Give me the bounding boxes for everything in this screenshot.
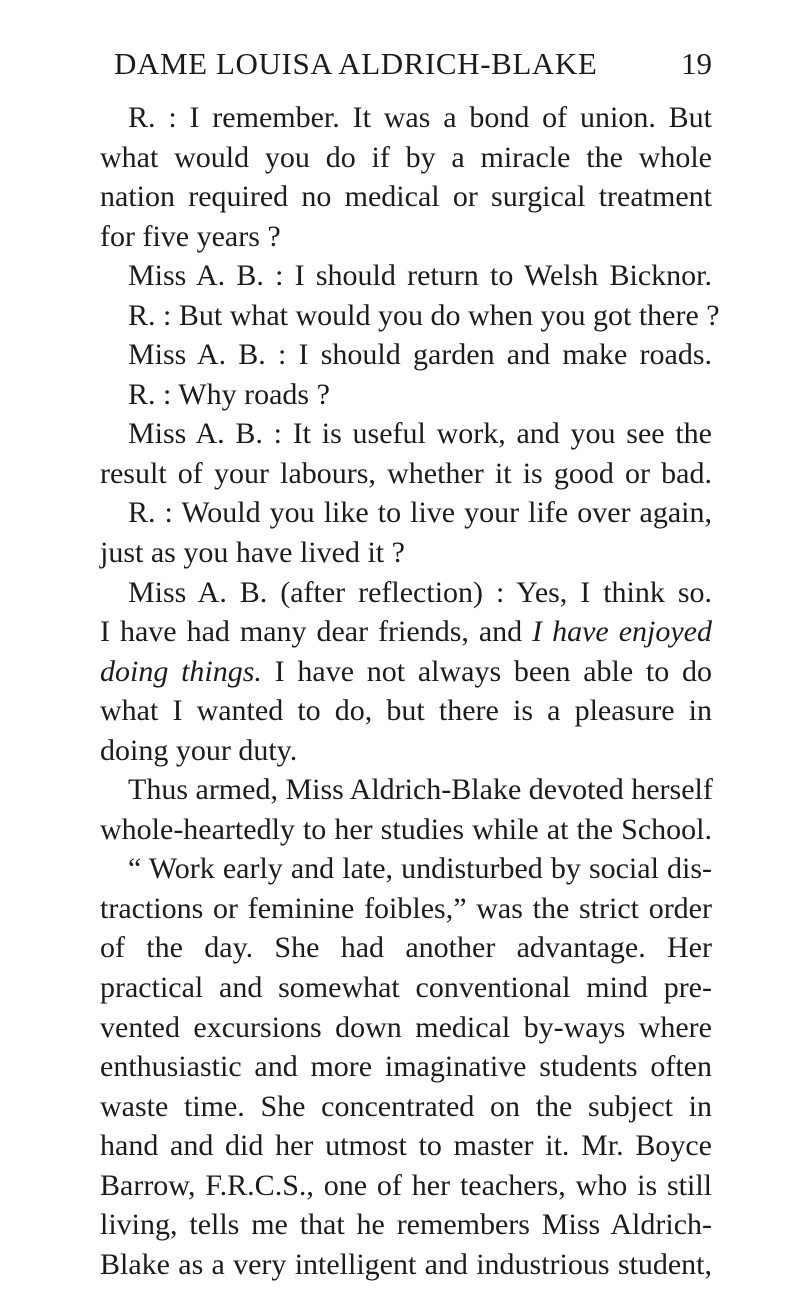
text-line-roman: nation required no medical or surgical treatment xyxy=(100,180,712,214)
running-title: DAME LOUISA ALDRICH-BLAKE xyxy=(114,46,598,81)
page-number: 19 xyxy=(681,46,712,81)
text-line-roman: what would you do if by a miracle the whole xyxy=(100,140,712,174)
text-line xyxy=(100,177,712,217)
text-line xyxy=(100,256,712,296)
text-line xyxy=(100,138,712,178)
text-line-roman: Miss A. B. : I should garden and make roads. xyxy=(128,338,712,372)
text-line xyxy=(100,968,712,1008)
text-line xyxy=(100,335,712,375)
text-line-roman: just as you have lived it ? xyxy=(100,536,405,570)
text-line xyxy=(100,1047,712,1087)
text-line xyxy=(100,889,712,929)
text-line-roman: enthusiastic and more imaginative students often xyxy=(100,1050,712,1084)
text-line-roman: waste time. She concentrated on the subject in xyxy=(100,1089,712,1123)
text-line xyxy=(100,810,712,850)
text-line-roman: of the day. She had another advantage. Her xyxy=(100,931,712,965)
text-line-roman: I have not always been able to do xyxy=(261,654,712,688)
text-line xyxy=(100,928,712,968)
body-text xyxy=(100,98,720,1284)
text-line-roman: Miss A. B. : It is useful work, and you see the xyxy=(128,417,712,451)
text-line-roman: result of your labours, whether it is good or bad. xyxy=(100,456,712,490)
text-line xyxy=(100,217,712,257)
text-line-roman: Blake as a very intelligent and industrious student, xyxy=(100,1247,712,1281)
text-line-roman: Barrow, F.R.C.S., one of her teachers, who is still xyxy=(100,1168,712,1202)
text-line-italic: I have enjoyed xyxy=(532,615,712,649)
text-line-roman: R. : Why roads ? xyxy=(128,377,330,411)
text-line-roman: whole-heartedly to her studies while at the School. xyxy=(100,812,712,846)
text-line xyxy=(100,1205,712,1245)
text-line-roman: for five years ? xyxy=(100,219,281,253)
text-line xyxy=(100,454,712,494)
text-line xyxy=(100,1008,712,1048)
text-line xyxy=(100,849,712,889)
text-line-roman: doing your duty. xyxy=(100,733,298,767)
text-line-italic: doing things. xyxy=(100,654,262,688)
text-line xyxy=(100,612,712,652)
text-line xyxy=(100,375,712,415)
text-line-roman: Miss A. B. (after reflection) : Yes, I think so. xyxy=(128,575,712,609)
text-line xyxy=(100,493,712,533)
text-line xyxy=(100,770,712,810)
text-line-roman: Miss A. B. : I should return to Welsh Bicknor. xyxy=(128,259,712,293)
text-line xyxy=(100,691,712,731)
text-line-roman: tractions or feminine foibles,” was the strict order xyxy=(100,891,712,925)
text-line xyxy=(100,414,712,454)
text-line-roman: R. : But what would you do when you got there ? xyxy=(128,298,720,332)
text-line-roman: vented excursions down medical by-ways where xyxy=(100,1010,712,1044)
text-line xyxy=(100,573,712,613)
text-line-roman: “ Work early and late, undisturbed by social dis- xyxy=(128,852,712,886)
text-line-roman: hand and did her utmost to master it. Mr. Boyce xyxy=(100,1129,712,1163)
text-line-roman: I have had many dear friends, and xyxy=(100,615,533,649)
text-line-roman: R. : I remember. It was a bond of union. But xyxy=(128,101,712,134)
text-line xyxy=(100,731,712,771)
text-line xyxy=(100,98,712,138)
text-line xyxy=(100,1245,712,1285)
text-line xyxy=(100,296,720,336)
text-line xyxy=(100,533,712,573)
text-line xyxy=(100,652,712,692)
text-line-roman: practical and somewhat conventional mind pre- xyxy=(100,971,712,1005)
text-line-roman: living, tells me that he remembers Miss Aldrich- xyxy=(100,1208,712,1242)
running-head xyxy=(100,46,712,86)
text-line xyxy=(100,1166,712,1206)
text-line-roman: what I wanted to do, but there is a pleasure in xyxy=(100,694,712,728)
text-line xyxy=(100,1087,712,1127)
text-line xyxy=(100,1126,712,1166)
text-line-roman: R. : Would you like to live your life over again, xyxy=(128,496,712,530)
text-line-roman: Thus armed, Miss Aldrich-Blake devoted herself xyxy=(128,773,713,807)
